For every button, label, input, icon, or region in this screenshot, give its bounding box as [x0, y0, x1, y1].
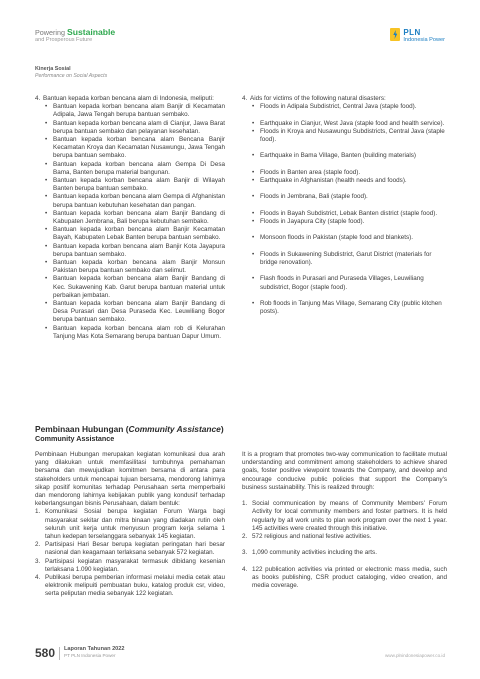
list-number: 3. [35, 557, 41, 565]
list-item: • Floods in Sukawening Subdistrict, Garut District (materials for bridge renovation). [252, 251, 447, 267]
list-number: 2. [35, 541, 41, 549]
list-number: 3. [242, 549, 248, 557]
numbered-list [35, 508, 225, 598]
list-item [242, 549, 447, 557]
list-heading-text: Bantuan kepada korban bencana alam di Indonesia, meliputi: [43, 95, 214, 102]
numbered-list [242, 500, 447, 590]
brand-tagline-emph: Sustainable [66, 27, 116, 37]
list-item [35, 574, 225, 599]
list-item: • Bantuan kepada korban bencana alam Banjir Bandang di Kabupaten Jembrana, Bali berupa kebutuhan sembako. [45, 210, 225, 226]
list-item: • Rob floods in Tanjung Mas Village, Semarang City (public kitchen posts). [252, 300, 447, 316]
list-number: 1. [35, 508, 41, 516]
list-item [35, 541, 225, 557]
bullet-list [242, 103, 447, 316]
list-item: • Bantuan kepada korban bencana alam Bencana Banjir Kecamatan Kroya dan Kecamatan Nusawungu, Jawa Tengah berupa bantuan sembako. [45, 136, 225, 161]
list-item: • Earthquake in Cianjur, West Java (staple food and health service). [252, 120, 447, 128]
list-item: • Bantuan kepada korban bencana alam Gempa di Afghanistan berupa bantuan kebutuhan kesehatan dan pangan. [45, 193, 225, 209]
page-footer [35, 644, 445, 662]
section-heading-emph: Community Assistance [128, 424, 221, 434]
list-item: • Earthquake in Bama Village, Banten (building materials) [252, 152, 447, 160]
list-item: • Earthquake in Afghanistan (health needs and foods). [252, 177, 447, 185]
section-heading-close: ) [220, 424, 224, 434]
list-item: • Bantuan kepada korban bencana alam Banjir di Kecamatan Adipala, Jawa Tengah berupa bantuan sembako. [45, 103, 225, 119]
list-item [242, 566, 447, 591]
list-item-text: 572 religious and national festive activities. [252, 533, 372, 541]
list-item: • Floods in Jayapura City (staple food). [252, 218, 447, 226]
list-item: • Floods in Jembrana, Bali (staple food). [252, 193, 447, 201]
list-item: • Bantuan kepada korban bencana alam Banjir Bandang di Kec. Sukawening Kab. Garut berupa bantuan material untuk perbaikan jembatan. [45, 275, 225, 300]
list-item: • Monsoon floods in Pakistan (staple food and blankets). [252, 234, 447, 242]
list-item: • Floods in Banten area (staple food). [252, 169, 447, 177]
paragraph: Pembinaan Hubungan merupakan kegiatan komunikasi dua arah yang dilakukan untuk memfasilitasi tumbuhnya pemahaman bersama dan mewujudkan komitmen bersama di antara para stakeholders untuk mencapai tujuan bersama, mendorong lahirnya sikap positif komunitas terhadap Perusahaan serta memperbaiki dan mendorong lahirnya kebijakan publik yang kondusif terhadap keberlangsungan bisnis Perusahaan, dalam bentuk: [35, 451, 225, 508]
list-item: • Bantuan kepada korban bencana alam di Cianjur, Jawa Barat berupa bantuan sembako dan pelayanan kesehatan. [45, 120, 225, 136]
list-item-text: Komunikasi Sosial berupa kegiatan Forum Warga bagi masyarakat sekitar dan mitra binaan yang diadakan rutin oleh seluruh unit kerja untuk menyusun program kerja selama 1 tahun kedepan terselanggara sebanyak 145 kegiatan. [45, 508, 225, 541]
section-title-id: Kinerja Sosial [35, 66, 71, 72]
list-heading [242, 95, 447, 103]
list-number: 4. [242, 565, 248, 573]
website-link[interactable]: www.plnindonesiapower.co.id [384, 653, 445, 658]
list-item: • Floods in Bayah Subdistrict, Lebak Banten district (staple food). [252, 210, 447, 218]
company-name: PT PLN Indonesia Power [64, 653, 116, 658]
list-item-text: Social communication by means of Community Members' Forum Activity for local community members and foster partners. It is held regularly by all work units to plan work program over the next 1 year. 145 activities were created through this initiative. [252, 500, 447, 532]
bullet-list [35, 103, 225, 341]
page-number: 580 [35, 646, 56, 660]
community-text-en [242, 451, 447, 590]
pln-logo [390, 28, 445, 44]
list-item-text: 122 publication activities via printed or electronic mass media, such as books publishing, CSR product cataloging, video creation, and media coverage. [252, 565, 447, 590]
brand-tagline-prefix: Powering [35, 28, 67, 37]
logo-title: PLN [403, 28, 421, 37]
list-item-text: Partisipasi kegiatan masyarakat termasuk dibidang kesenian terlaksana 1.090 kegiatan. [45, 557, 225, 573]
list-item: • Bantuan kepada korban bencana alam Banjir Kota Jayapura berupa bantuan sembako. [45, 243, 225, 259]
community-section-title [35, 424, 235, 443]
list-item-text: 1,090 community activities including the arts. [252, 549, 377, 557]
section-heading [35, 424, 235, 434]
list-item: • Floods in Adipala Subdistrict, Central Java (staple food). [252, 103, 447, 111]
disaster-aid-list-en [242, 95, 447, 316]
logo-subtitle: Indonesia Power [403, 37, 445, 43]
list-heading [35, 95, 225, 103]
list-item [35, 508, 225, 541]
brand-tagline [35, 28, 445, 37]
report-title: Laporan Tahunan 2022 [64, 646, 125, 652]
list-item [242, 533, 447, 541]
list-item [35, 558, 225, 574]
list-number: 4. [35, 574, 41, 582]
paragraph: It is a program that promotes two-way communication to facilitate mutual understanding and commitment among stakeholders to achieve shared goals, foster positive viewpoint towards the Company, and develop and encourage conducive public policies that support the Company's business sustainability. This is realized through: [242, 451, 447, 491]
list-item-text: Partisipasi Hari Besar berupa kegiatan peringatan hari besar nasional dan keagamaan terlaksana sebanyak 572 kegiatan. [45, 541, 225, 557]
list-item: • Bantuan kepada korban bencana alam Banjir Kecamatan Bayah, Kabupaten Lebak Banten berupa bantuan sembako. [45, 226, 225, 242]
section-subheading: Community Assistance [35, 434, 115, 443]
lightning-icon [390, 28, 400, 41]
list-item: • Bantuan kepada korban bencana alam rob di Kelurahan Tanjung Mas Kota Semarang berupa bantuan Dapur Umum. [45, 325, 225, 341]
section-title-en: Performance on Social Aspects [35, 73, 108, 79]
list-item: • Bantuan kepada korban bencana alam Gempa Di Desa Bama, Banten berupa material bangunan. [45, 161, 225, 177]
footer-divider [59, 647, 60, 660]
list-number: 4. [35, 95, 41, 102]
brand-tagline-sub: and Prosperous Future [35, 37, 93, 43]
section-heading-id: Pembinaan Hubungan ( [35, 424, 129, 434]
list-item [242, 500, 447, 533]
list-item: • Bantuan kepada korban bencana alam Banjir Monsun Pakistan berupa bantuan sembako dan selimut. [45, 259, 225, 275]
disaster-aid-list-id [35, 95, 225, 341]
community-text-id [35, 451, 225, 599]
list-number: 2. [242, 533, 248, 541]
list-item: • Flash floods in Purasari and Puraseda Villages, Leuwiliang subdistrict, Bogor (staple food). [252, 275, 447, 291]
list-number: 4. [242, 95, 248, 102]
list-item: • Bantuan kepada korban bencana alam Banjir Bandang di Desa Purasari dan Desa Puraseda Kec. Leuwiliang Bogor berupa bantuan sembako. [45, 300, 225, 325]
list-item: • Floods in Kroya and Nusawungu Subdistricts, Central Java (staple food). [252, 128, 447, 144]
section-label [35, 66, 107, 79]
list-item: • Bantuan kepada korban bencana alam Banjir di Wilayah Banten berupa bantuan sembako. [45, 177, 225, 193]
list-item-text: Publikasi berupa pemberian informasi melalui media cetak atau elektronik melipuiti pembuatan buku, katalog produk csr, video, serta peliputan media sebanyak 122 kegiatan. [45, 574, 225, 598]
list-number: 1. [242, 500, 248, 508]
page-header [35, 28, 445, 50]
list-heading-text: Aids for victims of the following natural disasters: [250, 95, 386, 102]
